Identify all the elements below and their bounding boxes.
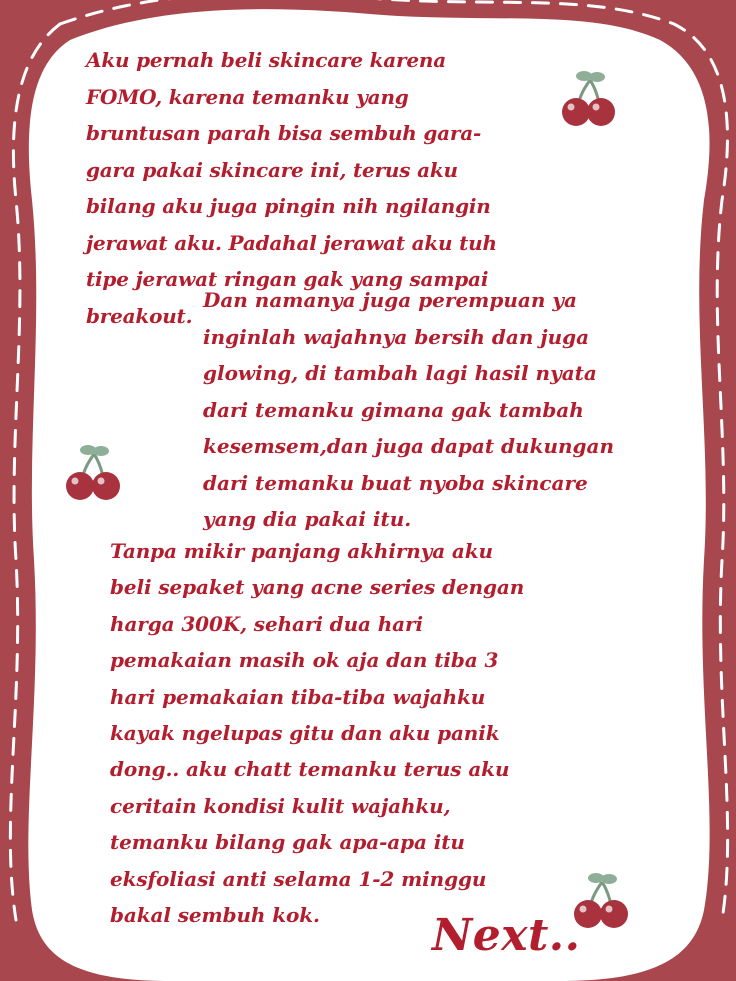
next-label[interactable]: Next..	[432, 910, 581, 961]
story-paragraph-2-text: Dan namanya juga perempuan ya inginlah wajahnya bersih dan juga glowing, di tambah lagi hasil nyata dari temanku gimana gak tambah kesemsem,dan juga dapat dukungan dari temanku buat nyoba skincare yang dia pakai itu.	[203, 288, 615, 531]
story-paragraph-3: Tanpa mikir panjang akhirnya aku beli sepaket yang acne series dengan harga 300K, sehari dua hari pemakaian masih ok aja dan tiba 3 hari pemakaian tiba-tiba wajahku kayak ngelupas gitu dan aku panik dong.. aku chatt temanku terus aku ceritain kondisi kulit wajahku, temanku bilang gak apa-apa itu eksfoliasi anti selama 1-2 minggu bakal sembuh kok.	[110, 539, 525, 928]
cherry-icon	[556, 68, 620, 132]
story-paragraph-1: Aku pernah beli skincare karena FOMO, karena temanku yang bruntusan parah bisa sembuh gara- gara pakai skincare ini, terus aku bilang aku juga pingin nih ngilangin jerawat aku. Padahal jerawat aku tuh tipe jerawat ringan gak yang sampai breakout.	[86, 48, 497, 328]
story-paragraph-2	[86, 282, 686, 538]
